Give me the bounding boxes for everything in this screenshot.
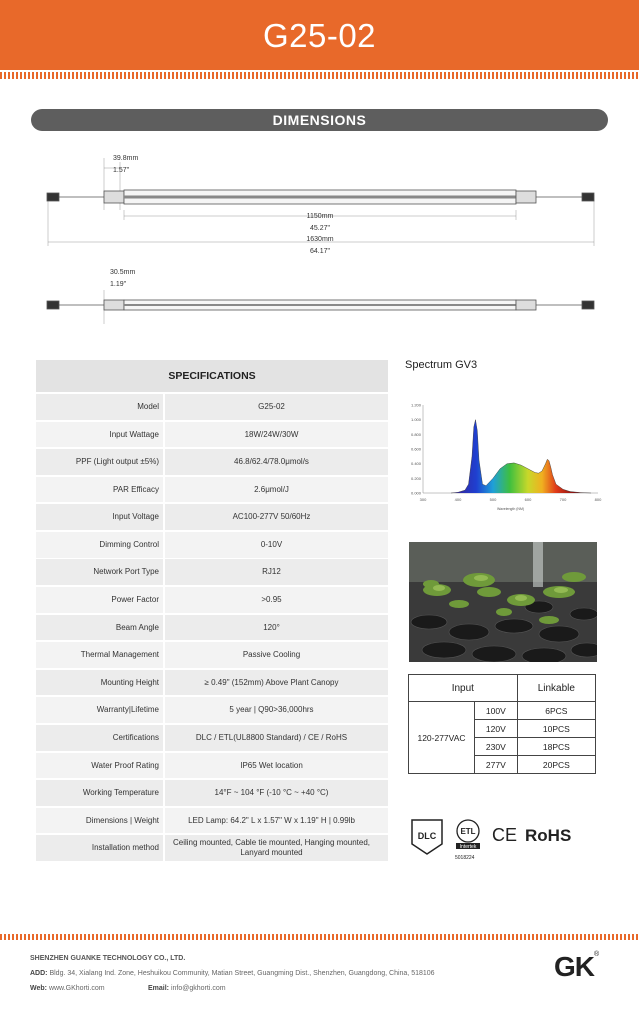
dlc-logo	[412, 820, 442, 854]
x-axis-label: Wavelength (NM)	[496, 507, 525, 511]
rohs-mark: RoHS	[525, 826, 572, 845]
spec-row	[36, 559, 388, 585]
y-tick-label: 0.800	[410, 431, 421, 437]
linkable-table	[408, 674, 596, 774]
count-cell: 20PCS	[517, 756, 595, 774]
spec-value: ≥ 0.49" (152mm) Above Plant Canopy	[204, 677, 339, 687]
etl-intertek-logo	[455, 820, 480, 861]
specifications-heading: SPECIFICATIONS	[36, 360, 388, 392]
y-tick-label: 1.200	[410, 402, 421, 408]
email-label: Email:	[148, 985, 170, 992]
dimensions-section-title: DIMENSIONS	[31, 109, 608, 131]
count-cell: 10PCS	[517, 720, 595, 738]
count-cell: 6PCS	[517, 702, 595, 720]
spec-value: >0.95	[261, 595, 282, 605]
x-tick-label: 500	[489, 497, 497, 502]
body-length-mm: 1150mm	[306, 213, 334, 220]
spectrum-title: Spectrum GV3	[405, 359, 478, 371]
spectrum-chart	[403, 398, 603, 516]
spec-row	[36, 642, 388, 668]
voltage-cell: 120V	[475, 720, 518, 738]
total-length-in: 64.17"	[309, 248, 331, 255]
web-label: Web:	[30, 985, 47, 992]
specifications-rows	[36, 394, 388, 861]
spec-label: Working Temperature	[82, 788, 159, 798]
spec-label: Beam Angle	[115, 622, 159, 632]
spec-row	[36, 587, 388, 613]
count-cell: 18PCS	[517, 738, 595, 756]
address-text: Bldg. 34, Xialang Ind. Zone, Heshuikou Community, Matian Street, Guangming Dist., Shenzhen, Guangdong, China, 518106	[49, 970, 435, 977]
spec-row	[36, 532, 388, 558]
spec-value: 46.8/62.4/78.0μmol/s	[234, 457, 309, 467]
spec-row	[36, 670, 388, 696]
spec-value: 18W/24W/30W	[244, 429, 299, 439]
spec-value: IP65 Wet location	[240, 760, 303, 770]
etl-number: 5018224	[455, 855, 475, 861]
linkable-header: Linkable	[517, 675, 595, 702]
spec-label: Thermal Management	[80, 650, 159, 660]
logo-text: GK	[554, 951, 594, 982]
spec-value: 0-10V	[260, 539, 283, 549]
footer-stripe-divider	[0, 934, 639, 940]
spec-label: Input Wattage	[109, 429, 159, 439]
input-range: 120-277VAC	[409, 702, 475, 774]
spec-row	[36, 835, 388, 861]
certification-logos	[410, 814, 590, 864]
email-link[interactable]: info@gkhorti.com	[170, 985, 226, 992]
x-tick-label: 600	[524, 497, 532, 502]
spec-label: Network Port Type	[93, 567, 159, 577]
address-line	[30, 970, 435, 977]
input-header: Input	[409, 675, 518, 702]
voltage-cell: 230V	[475, 738, 518, 756]
x-tick-label: 300	[419, 497, 427, 502]
spec-label: Water Proof Rating	[91, 760, 159, 770]
spec-label: PPF (Light output ±5%)	[75, 457, 159, 467]
x-tick-label: 400	[454, 497, 462, 502]
spec-value: LED Lamp: 64.2" L x 1.57" W x 1.19" H | 0.99lb	[188, 815, 355, 825]
body-length-in: 45.27"	[309, 225, 331, 232]
spec-label: Certifications	[112, 732, 159, 742]
email-line	[148, 985, 226, 992]
spec-value: AC100-277V 50/60Hz	[232, 512, 311, 522]
spec-label: PAR Efficacy	[113, 484, 159, 494]
ce-mark: CE	[492, 825, 518, 845]
side-height-mm: 30.5mm	[110, 269, 136, 276]
spec-label: Dimming Control	[99, 539, 159, 549]
x-tick-label: 800	[594, 497, 602, 502]
spec-value: 5 year | Q90>36,000hrs	[229, 705, 314, 715]
spec-row	[36, 615, 388, 641]
end-width-in: 1.57"	[113, 167, 130, 174]
address-label: ADD:	[30, 970, 48, 977]
fixture-side-view	[47, 290, 594, 324]
spec-row	[36, 477, 388, 503]
spec-label: Model	[137, 402, 159, 411]
svg-text:ETL: ETL	[460, 827, 476, 836]
spec-value: 120°	[263, 622, 280, 632]
spec-value: DLC / ETL(UL8800 Standard) / CE / RoHS	[195, 732, 348, 742]
spec-label: Input Voltage	[112, 512, 159, 522]
page-title: G25-02	[262, 17, 377, 54]
spec-row	[36, 449, 388, 475]
spec-label: Installation method	[91, 843, 159, 853]
company-name: SHENZHEN GUANKE TECHNOLOGY CO., LTD.	[30, 955, 186, 962]
header-stripe-divider	[0, 72, 639, 79]
spec-row	[36, 780, 388, 806]
svg-text:DLC: DLC	[417, 831, 437, 841]
web-link[interactable]: www.GKhorti.com	[48, 985, 105, 992]
spec-value: Ceiling mounted, Cable tie mounted, Hanging mounted, Lanyard mounted	[172, 838, 370, 858]
gk-logo: GK®	[554, 951, 599, 982]
y-tick-label: 0.000	[410, 490, 421, 496]
spec-value: G25-02	[258, 402, 285, 411]
side-height-in: 1.19"	[110, 281, 127, 288]
spec-value: RJ12	[262, 567, 281, 577]
spec-label: Warranty|Lifetime	[96, 705, 159, 715]
spec-value: Passive Cooling	[242, 650, 301, 660]
spec-row	[36, 394, 388, 420]
spec-row	[36, 697, 388, 723]
web-line	[30, 985, 105, 992]
spec-label: Dimensions | Weight	[85, 815, 159, 825]
voltage-cell: 100V	[475, 702, 518, 720]
spec-label: Mounting Height	[100, 677, 159, 687]
y-tick-label: 0.200	[410, 475, 421, 481]
spec-row	[36, 504, 388, 530]
spec-row	[36, 422, 388, 448]
spec-row	[36, 753, 388, 779]
spec-row	[36, 725, 388, 751]
plant-photo	[409, 542, 597, 662]
specifications-table	[36, 360, 388, 863]
spec-row	[36, 808, 388, 834]
svg-text:Intertek: Intertek	[459, 844, 477, 850]
spec-value: 2.6μmol/J	[254, 484, 289, 494]
spec-label: Power Factor	[111, 595, 159, 605]
total-length-mm: 1630mm	[306, 236, 334, 243]
voltage-cell: 277V	[475, 756, 518, 774]
x-tick-label: 700	[559, 497, 567, 502]
y-tick-label: 0.600	[410, 446, 421, 452]
y-tick-label: 1.000	[410, 417, 421, 423]
y-tick-label: 0.400	[410, 461, 421, 467]
dimensions-drawing	[0, 140, 639, 340]
end-width-mm: 39.8mm	[113, 155, 139, 162]
spec-value: 14°F ~ 104 °F (-10 °C ~ +40 °C)	[214, 788, 329, 798]
